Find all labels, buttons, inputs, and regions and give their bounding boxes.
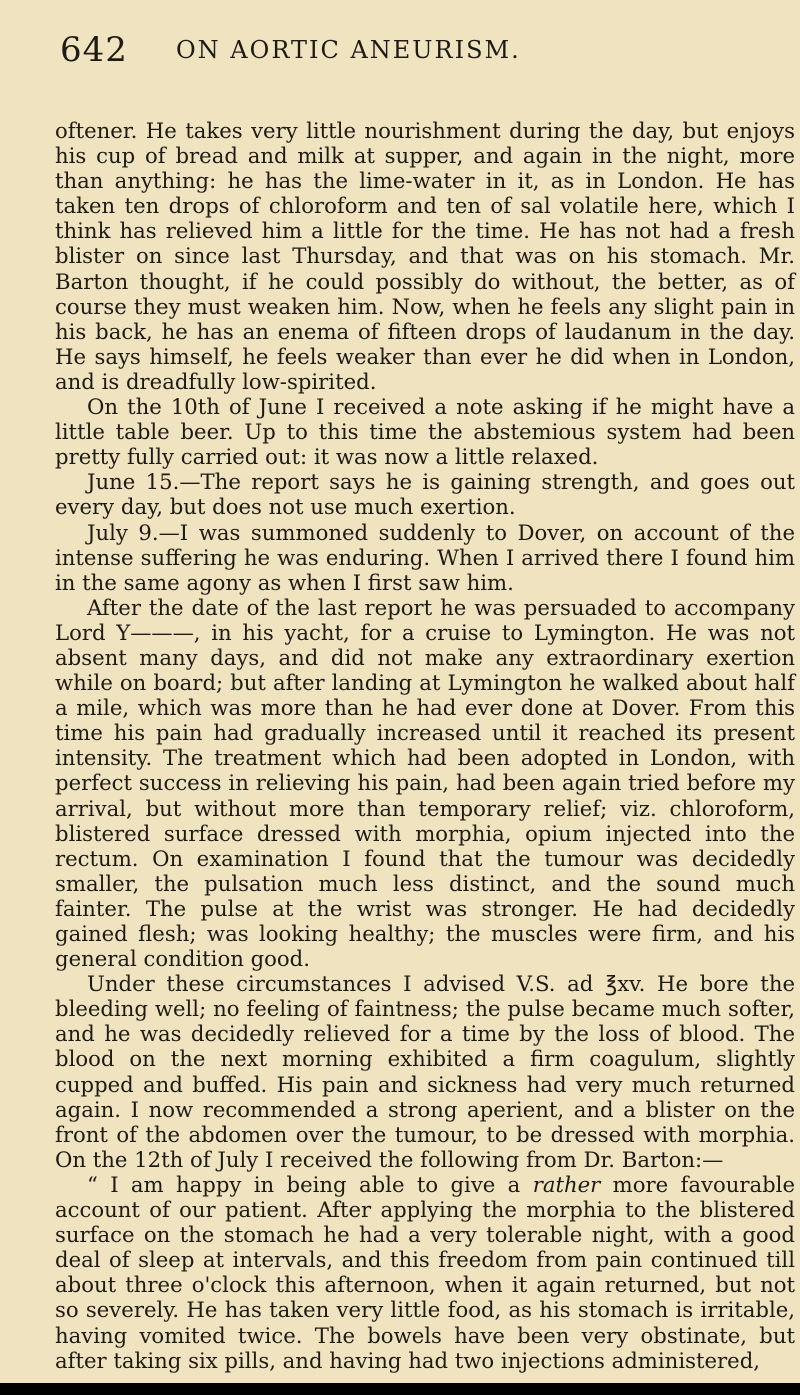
body-text: [55, 118, 795, 1373]
running-title: ON AORTIC ANEURISM.: [176, 36, 521, 64]
paragraph-bleeding: Under these circumstances I advised V.S. ad ℥xv. He bore the bleeding well; no feeling of faintness; the pulse became much softer, and he was decidedly relieved for a time by the loss of blood. The blood on the next morning exhibited a firm coagulum, slightly cupped and buffed. His pain and sickness had very much returned again. I now recommended a strong aperient, and a blister on the front of the abdomen over the tumour, to be dressed with morphia. On the 12th of July I received the following from Dr. Barton:—: [55, 971, 795, 1172]
paragraph-june-10: On the 10th of June I received a note asking if he might have a little table beer. Up to this time the abstemious system had been pretty fully carried out: it was now a little relaxed.: [55, 394, 795, 470]
quote-emphasis: rather: [532, 1171, 601, 1197]
quote-rest: more favourable account of our patient. After applying the morphia to the blistered surface on the stomach he had a very tolerable night, with a good deal of sleep at intervals, and this freedom from pain continued till about three o'clock this afternoon, when it again returned, but not so severely. He has taken very little food, as his stomach is irritable, having vomited twice. The bowels have been very obstinate, but after taking six pills, and having had two injections administered,: [55, 1171, 796, 1373]
paragraph-july-9: July 9.—I was summoned suddenly to Dover, on account of the intense suffering he was enduring. When I arrived there I found him in the same agony as when I first saw him.: [55, 519, 795, 595]
paragraph-june-15: June 15.—The report says he is gaining strength, and goes out every day, but does not use much exertion.: [55, 469, 795, 520]
quote-start: “ I am happy in being able to give a: [87, 1171, 533, 1197]
paragraph-yacht-cruise: After the date of the last report he was persuaded to accompany Lord Y———, in his yacht, for a cruise to Lymington. He was not absent many days, and did not make any extraordinary exertion while on board; but after landing at Lymington he walked about half a mile, which was more than he had ever done at Dover. From this time his pain had gradually increased until it reached its present intensity. The treatment which had been adopted in London, with perfect success in relieving his pain, had been again tried before my arrival, but without more than temporary relief; viz. chloroform, blistered surface dressed with morphia, opium injected into the rectum. On examination I found that the tumour was decidedly smaller, the pulsation much less distinct, and the sound much fainter. The pulse at the wrist was stronger. He had decidedly gained flesh; was looking healthy; the muscles were firm, and his general condition good.: [55, 594, 795, 972]
scan-bottom-edge: [0, 1383, 800, 1395]
page-header: [60, 24, 760, 72]
page-number: 642: [60, 30, 128, 70]
paragraph-continuation: oftener. He takes very little nourishment during the day, but enjoys his cup of bread and milk at supper, and again in the night, more than anything: he has the lime-water in it, as in London. He has taken ten drops of chloroform and ten of sal volatile here, which I think has relieved him a little for the time. He has not had a fresh blister on since last Thursday, and that was on his stomach. Mr. Barton thought, if he could possibly do without, the better, as of course they must weaken him. Now, when he feels any slight pain in his back, he has an enema of fifteen drops of laudanum in the day. He says himself, he feels weaker than ever he did when in London, and is dreadfully low-spirited.: [55, 118, 795, 394]
quoted-letter: [55, 1172, 795, 1373]
